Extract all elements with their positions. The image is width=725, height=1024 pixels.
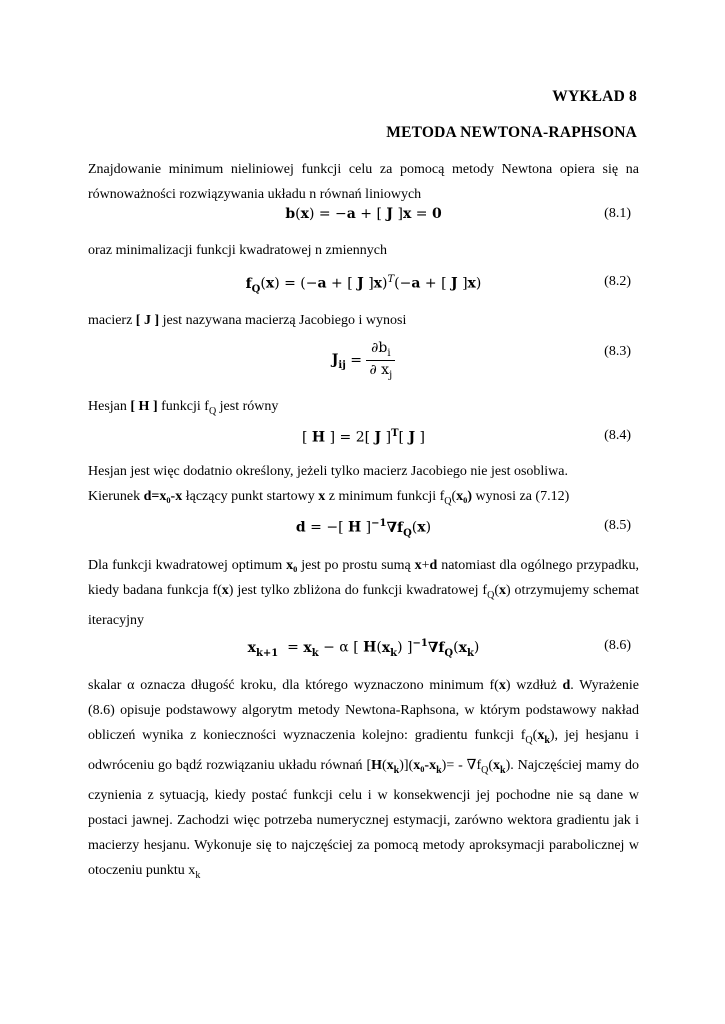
lecture-number: WYKŁAD 8 xyxy=(552,88,637,105)
equation-8-4-formula: [ H ] = 2[ J ]$^T$[ J ] xyxy=(302,428,425,446)
equation-number: (8.5) xyxy=(604,518,631,533)
intro-paragraph: Znajdowanie minimum nieliniowej funkcji celu za pomocą metody Newtona opiera się na równoważności rozwiązywania układu n równań liniowych xyxy=(88,162,639,202)
equation-8-6 xyxy=(88,638,639,666)
equation-8-1-formula: b(x) = −a + [ J ]x = 0 xyxy=(285,206,442,222)
paragraph-jacobian: macierz [ J ] jest nazywana macierzą Jacobiego i wynosi xyxy=(88,313,407,328)
equation-number: (8.1) xyxy=(604,206,631,221)
equation-number: (8.4) xyxy=(604,428,631,443)
equation-8-2-formula: $f_Q(x) = (-a$ + [ J ]x)$^T$(−a + [ J ]x) xyxy=(245,274,482,295)
fraction: $\frac{\partial b_i}{\partial x_j}$ xyxy=(366,340,395,381)
lecture-title: METODA NEWTONA-RAPHSONA xyxy=(386,124,637,141)
paragraph-direction xyxy=(88,459,639,514)
direction-line: Kierunek d=x₀-x łączący punkt startowy x z minimum funkcji $f_Q(x_0)$ wynosi za (7.12) xyxy=(88,489,570,507)
paragraph-quadratic: oraz minimalizacji funkcji kwadratowej n zmiennych xyxy=(88,243,387,258)
paragraph-hessian: Hesjan [ H ] funkcji $f_Q$ jest równy xyxy=(88,399,279,417)
equation-8-5-formula: d = −[ H ]$^{-1}\nabla f_Q(x)$ xyxy=(295,518,432,539)
equation-8-3-formula: $J_{ij}$ = $\frac{\partial b_i}{\partial x_j}$ xyxy=(88,340,639,381)
equation-8-3 xyxy=(88,340,639,384)
equation-8-4 xyxy=(88,428,639,456)
equation-number: (8.6) xyxy=(604,638,631,653)
equation-8-6-formula: $x_{k+1} = x_k - \alpha$ [ $H(x_k)$ ]$^{-1}\nabla f_Q(x_k)$ xyxy=(247,638,480,659)
paragraph-algorithm: skalar α oznacza długość kroku, dla którego wyznaczono minimum f(x) wzdłuż d. Wyrażenie (8.6) opisuje podstawowy algorytm metody Newtona-Raphsona, w którym podstawowy nakład obliczeń wynika z konieczności wyznaczenia kolejno: gradientu funkcji $f_Q(x_k)$, jej hesjanu i odwróceniu go bądź rozwiązaniu układu równań $[H(x_k)](x_0-x_k)= - \nabla f_Q(x_k)$. Najczęściej mamy do czynienia z sytuacją, kiedy postać funkcji celu i w konsekwencji jej pochodne nie są dane w postaci jawnej. Zachodzi więc potrzeba numerycznej estymacji, zarówno wektora gradientu jak i macierzy hesjanu. Wykonuje się to najczęściej za pomocą metody aproksymacji parabolicznej w otoczeniu punktu $x_k$ xyxy=(88,678,640,881)
equation-number: (8.2) xyxy=(604,274,631,289)
hessian-positive-line: Hesjan jest więc dodatnio określony, jeżeli tylko macierz Jacobiego nie jest osobliwa. xyxy=(88,464,569,479)
paragraph-iteration: Dla funkcji kwadratowej optimum x₀ jest po prostu sumą x+d natomiast dla ogólnego przypadku, kiedy badana funkcja f(x) jest tylko zbliżona do funkcji kwadratowej $f_Q(x)$ otrzymujemy schemat iteracyjny xyxy=(88,558,639,628)
equation-8-5 xyxy=(88,518,639,546)
equation-8-1 xyxy=(88,206,639,234)
equation-number: (8.3) xyxy=(604,344,631,359)
equation-8-2 xyxy=(88,274,639,302)
